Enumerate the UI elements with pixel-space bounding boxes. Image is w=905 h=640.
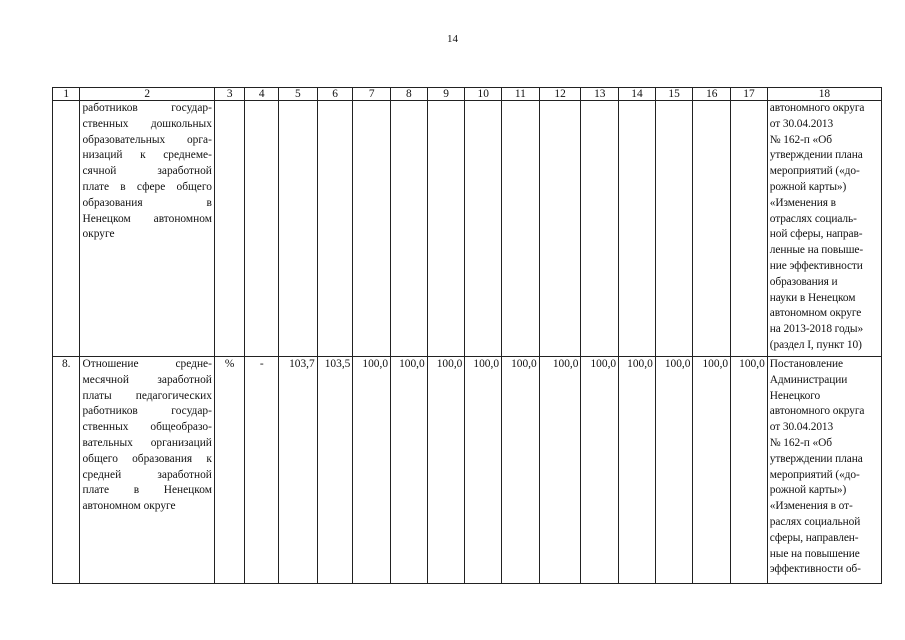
text-line: средней заработной (82, 468, 212, 481)
value-cell: 100,0 (502, 357, 540, 584)
text-line: ной сферы, направ- (769, 228, 863, 241)
text-line: плате в сфере общего (82, 180, 212, 193)
row-number-cell (53, 101, 80, 357)
column-header-5: 5 (279, 88, 318, 101)
value-cell (391, 101, 428, 357)
text-line: образования в (82, 196, 212, 209)
text-line: Ненецком автономном (82, 212, 212, 225)
text-line: утверждении плана (769, 149, 863, 162)
value-cell (317, 101, 353, 357)
text-line: сферы, направлен- (769, 531, 859, 544)
unit-cell: % (214, 357, 245, 584)
value-cell: 100,0 (619, 357, 656, 584)
text-line: образовательных орга- (82, 133, 212, 146)
text-line: Ненецкого (769, 389, 821, 402)
value-cell: 100,0 (391, 357, 428, 584)
value-cell: 100,0 (581, 357, 619, 584)
value-cell (539, 101, 581, 357)
text-line: «Изменения в от- (769, 500, 853, 513)
text-line: ные на повышение (769, 547, 860, 560)
text-line: утверждении плана (769, 452, 863, 465)
page-number: 14 (447, 33, 458, 45)
base-cell (245, 101, 279, 357)
table-row (53, 357, 882, 584)
value-cell: 103,7 (279, 357, 318, 584)
text-line: автономном округе (82, 500, 176, 513)
text-line: ние эффективности (769, 259, 863, 272)
text-line: ственных общеобразо- (82, 421, 212, 434)
text-line: автономном округе (769, 307, 862, 320)
text-line: № 162-п «Об (769, 436, 832, 449)
value-cell (502, 101, 540, 357)
text-line: низаций к среднеме- (82, 149, 212, 162)
value-cell: 100,0 (427, 357, 465, 584)
value-cell: 103,5 (317, 357, 353, 584)
text-line: рожной карты») (769, 180, 847, 193)
text-line: Отношение средне- (82, 358, 212, 370)
text-line: вательных организаций (82, 436, 212, 449)
indicator-cell (80, 101, 214, 357)
indicators-table (52, 87, 882, 584)
value-cell: 100,0 (655, 357, 693, 584)
column-header-15: 15 (655, 88, 693, 101)
indicator-cell (80, 357, 214, 584)
text-line: общего образования к (82, 452, 212, 465)
text-line: эффективности об- (769, 563, 861, 576)
value-cell: 100,0 (693, 357, 731, 584)
column-header-11: 11 (502, 88, 540, 101)
column-header-12: 12 (539, 88, 581, 101)
column-header-13: 13 (581, 88, 619, 101)
value-cell (655, 101, 693, 357)
column-header-10: 10 (465, 88, 502, 101)
text-line: ленные на повыше- (769, 244, 864, 257)
column-header-9: 9 (427, 88, 465, 101)
value-cell: 100,0 (539, 357, 581, 584)
column-header-4: 4 (245, 88, 279, 101)
value-cell (465, 101, 502, 357)
column-header-14: 14 (619, 88, 656, 101)
column-header-7: 7 (353, 88, 391, 101)
text-line: от 30.04.2013 (769, 421, 834, 434)
value-cell (693, 101, 731, 357)
text-line: рожной карты») (769, 484, 847, 497)
column-header-18: 18 (767, 88, 881, 101)
column-header-3: 3 (214, 88, 245, 101)
value-cell: 100,0 (353, 357, 391, 584)
reference-cell (767, 357, 881, 584)
value-cell (619, 101, 656, 357)
text-line: работников государ- (82, 102, 212, 114)
text-line: на 2013-2018 годы» (769, 323, 864, 336)
column-header-17: 17 (731, 88, 768, 101)
value-cell (279, 101, 318, 357)
reference-cell (767, 101, 881, 357)
text-line: Постановление (769, 358, 843, 370)
value-cell (353, 101, 391, 357)
text-line: автономного округа (769, 405, 865, 418)
text-line: Администрации (769, 373, 848, 386)
text-line: ственных дошкольных (82, 117, 212, 130)
value-cell (581, 101, 619, 357)
unit-cell (214, 101, 245, 357)
text-line: автономного округа (769, 102, 865, 114)
text-line: месячной заработной (82, 373, 212, 386)
text-line: раслях социальной (769, 515, 861, 528)
column-header-1: 1 (53, 88, 80, 101)
text-line: от 30.04.2013 (769, 117, 834, 130)
column-header-8: 8 (391, 88, 428, 101)
text-line: сячной заработной (82, 165, 212, 178)
text-line: образования и (769, 275, 838, 288)
value-cell: 100,0 (731, 357, 768, 584)
row-number-cell: 8. (53, 357, 80, 584)
table-row (53, 101, 882, 357)
column-header-16: 16 (693, 88, 731, 101)
value-cell (731, 101, 768, 357)
text-line: (раздел I, пункт 10) (769, 338, 862, 351)
value-cell: 100,0 (465, 357, 502, 584)
base-cell: - (245, 357, 279, 584)
text-line: № 162-п «Об (769, 133, 832, 146)
text-line: плате в Ненецком (82, 484, 212, 497)
text-line: «Изменения в (769, 196, 836, 209)
text-line: платы педагогических (82, 389, 212, 402)
column-header-2: 2 (80, 88, 214, 101)
text-line: мероприятий («до- (769, 165, 860, 178)
value-cell (427, 101, 465, 357)
text-line: мероприятий («до- (769, 468, 860, 481)
text-line: науки в Ненецком (769, 291, 856, 304)
column-header-6: 6 (317, 88, 353, 101)
text-line: округе (82, 228, 115, 241)
text-line: отраслях социаль- (769, 212, 857, 225)
text-line: работников государ- (82, 405, 212, 418)
column-header-row (53, 88, 882, 101)
